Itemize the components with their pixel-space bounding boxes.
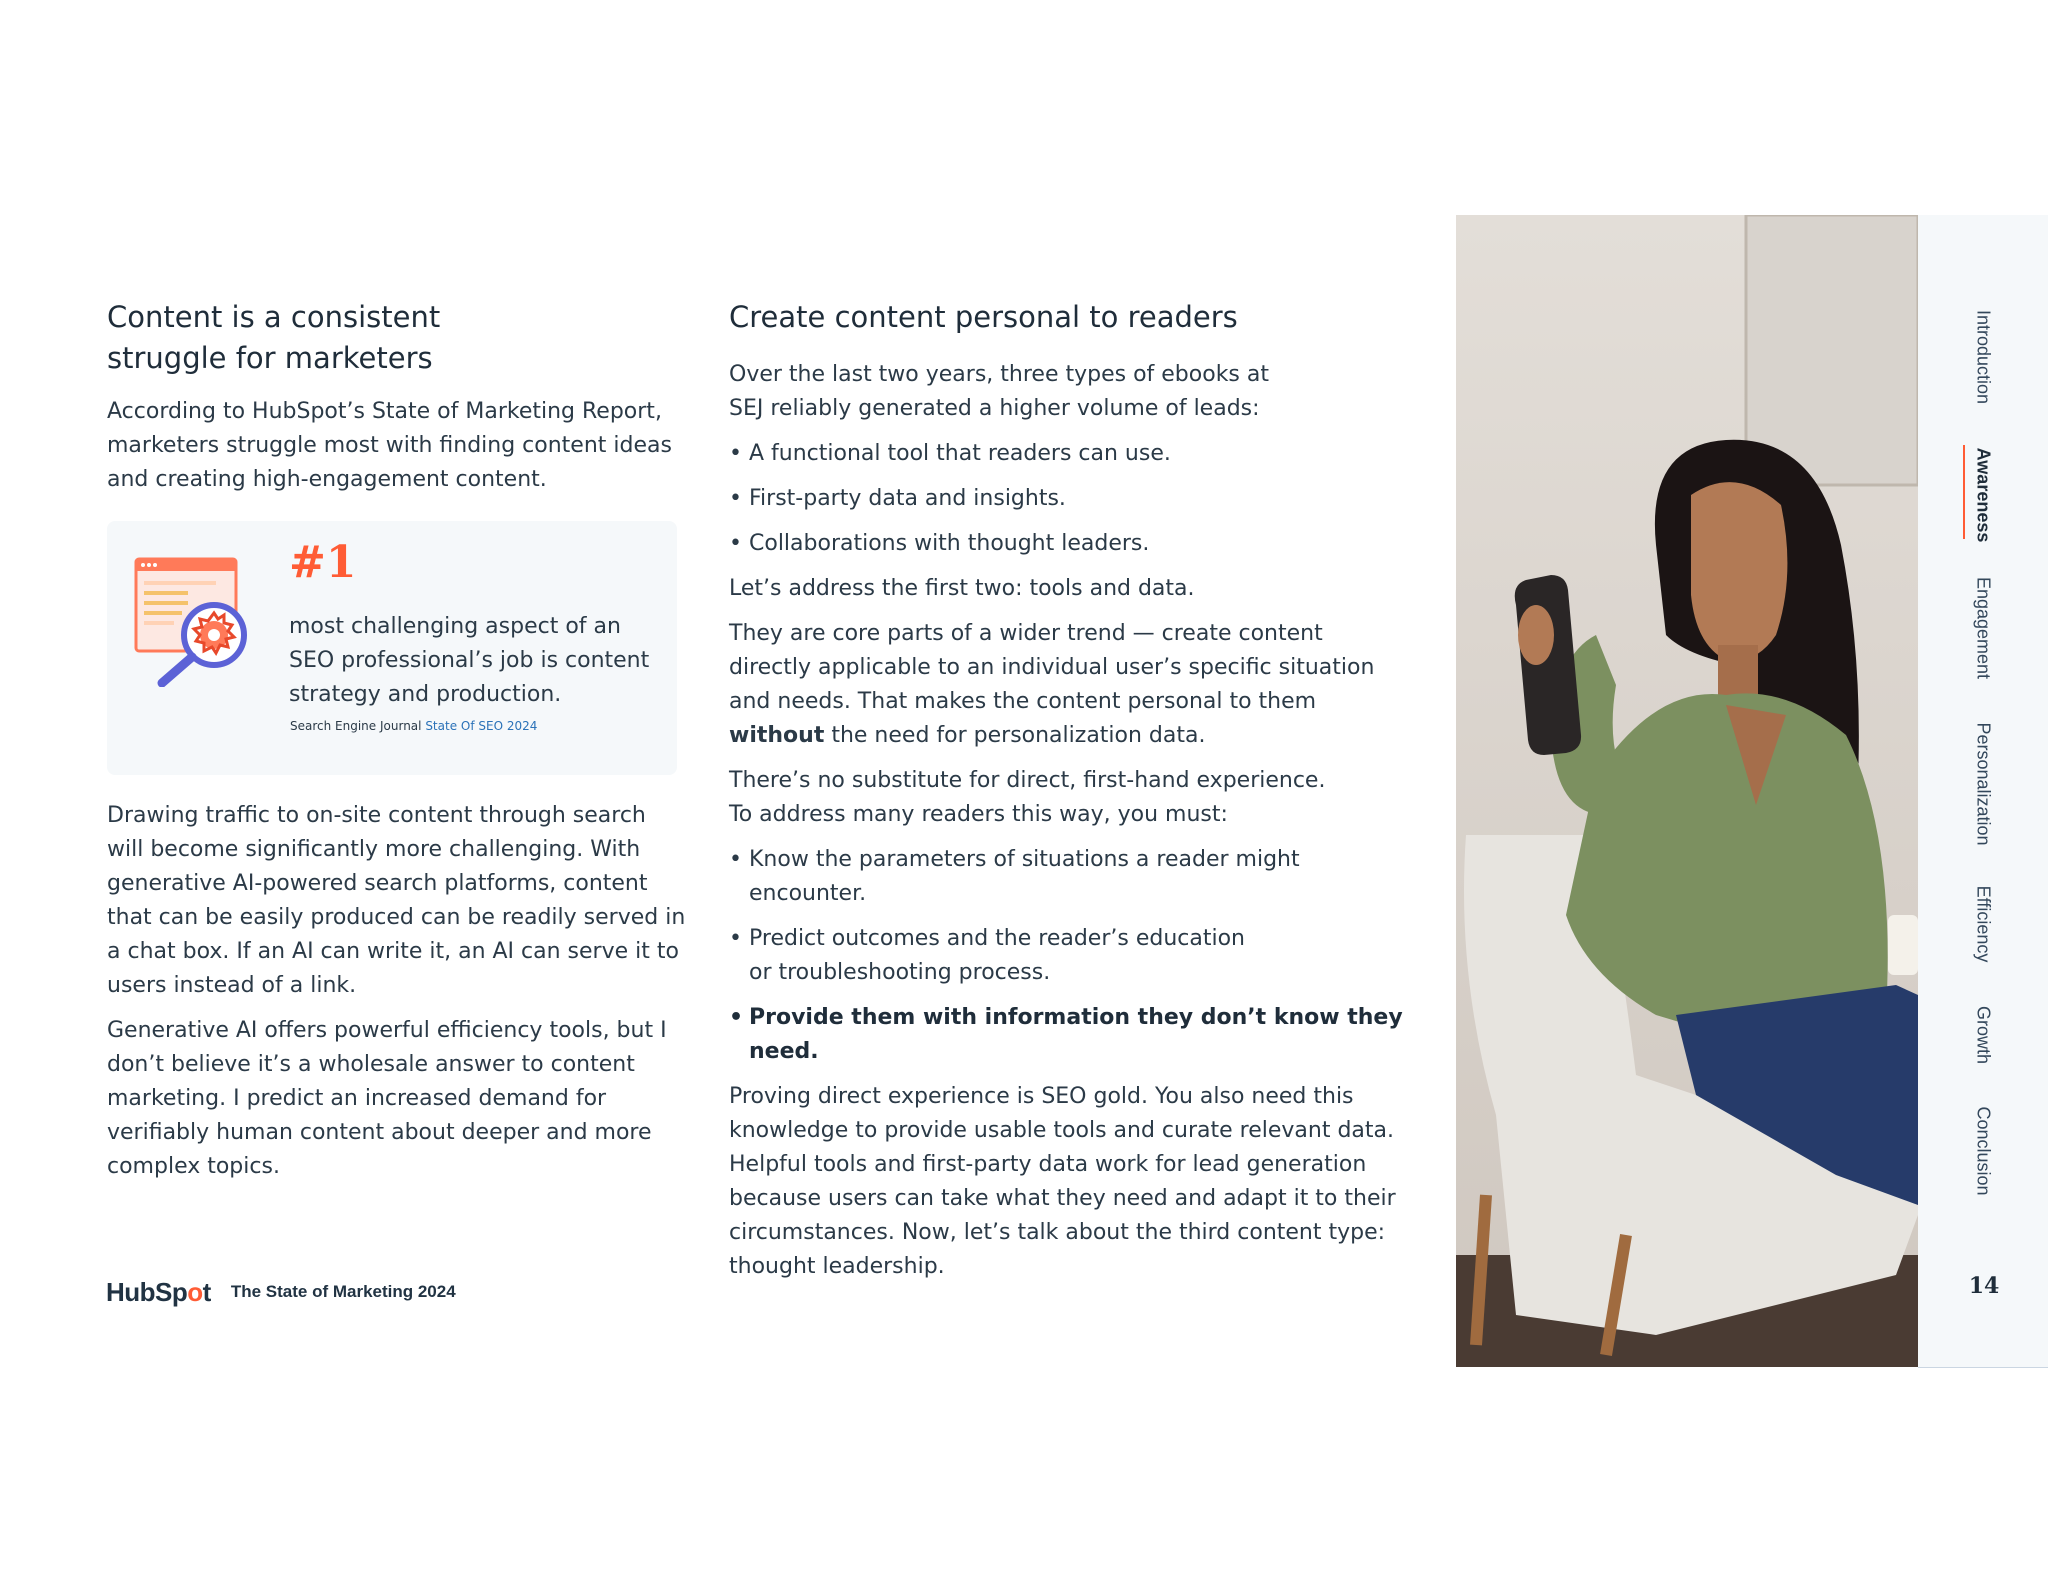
left-heading-line-1: Content is a consistent xyxy=(107,300,441,334)
left-column-lower xyxy=(107,799,687,1184)
list-item-text: First-party data and insights. xyxy=(749,486,1066,511)
left-column xyxy=(107,297,687,497)
right-paragraph-4-line-1: There’s no substitute for direct, first-hand experience. xyxy=(729,768,1326,793)
section-nav xyxy=(1918,215,2048,1368)
right-paragraph-5: Proving direct experience is SEO gold. You also need this knowledge to provide usable tools and curate relevant data. Helpful tools and first-party data work for lead generation because users can take what they need and adapt it to their circumstances. Now, let’s talk about the third content type: thought leadership. xyxy=(729,1084,1396,1279)
list-item-text: Know the parameters of situations a reader might encounter. xyxy=(749,847,1300,906)
list-item: • A functional tool that readers can use. xyxy=(729,437,1419,471)
list-item-text: Collaborations with thought leaders. xyxy=(749,531,1150,556)
photo-illustration xyxy=(1456,215,1918,1367)
nav-item-introduction[interactable]: Introduction xyxy=(1973,309,1994,405)
stat-source-publisher: Search Engine Journal xyxy=(290,719,422,733)
list-item: • First-party data and insights. xyxy=(729,482,1419,516)
list-item-emphasis: • Provide them with information they don’t know they need. xyxy=(729,1001,1419,1069)
nav-item-conclusion[interactable]: Conclusion xyxy=(1973,1106,1994,1196)
page-footer xyxy=(106,1275,456,1309)
left-intro-paragraph: According to HubSpot’s State of Marketing Report, marketers struggle most with finding content ideas and creating high-engagement content. xyxy=(107,399,672,492)
left-heading-line-2: struggle for marketers xyxy=(107,341,433,375)
left-heading xyxy=(107,297,687,379)
right-paragraph-3-start: They are core parts of a wider trend — create content directly applicable to an individual user’s specific situation and needs. That makes the content personal to them xyxy=(729,621,1375,714)
right-paragraph-2: Let’s address the first two: tools and data. xyxy=(729,576,1195,601)
right-paragraph-4 xyxy=(729,764,1419,832)
nav-item-awareness[interactable]: Awareness xyxy=(1973,447,1994,543)
left-paragraph-2: Generative AI offers powerful efficiency tools, but I don’t believe it’s a wholesale answer to content marketing. I predict an increased demand for verifiably human content about deeper and more complex topics. xyxy=(107,1018,667,1179)
nav-item-personalization[interactable]: Personalization xyxy=(1973,722,1994,846)
stat-callout-card xyxy=(107,521,677,775)
list-item: • Predict outcomes and the reader’s education or troubleshooting process. xyxy=(729,922,1419,990)
active-section-indicator xyxy=(1963,445,1965,539)
right-paragraph-4-line-2: To address many readers this way, you must: xyxy=(729,802,1228,827)
list-item-text: Predict outcomes and the reader’s education or troubleshooting process. xyxy=(749,926,1245,985)
nav-item-growth[interactable]: Growth xyxy=(1973,1005,1994,1065)
stat-description: most challenging aspect of an SEO professional’s job is content strategy and production. xyxy=(289,614,650,707)
list-item: • Collaborations with thought leaders. xyxy=(729,527,1419,561)
hubspot-logo: HubSpot xyxy=(106,1276,211,1307)
stat-rank: #1 xyxy=(289,537,357,588)
left-paragraph-1: Drawing traffic to on-site content through search will become significantly more challenging. With generative AI-powered search platforms, content that can be easily produced can be readily served in a chat box. If an AI can write it, an AI can serve it to users instead of a link. xyxy=(107,803,686,998)
stat-source-link[interactable]: State Of SEO 2024 xyxy=(425,719,538,733)
footer-report-title: The State of Marketing 2024 xyxy=(230,1282,456,1301)
page-number: 14 xyxy=(1968,1273,2000,1299)
nav-item-engagement[interactable]: Engagement xyxy=(1973,576,1994,680)
emphasis-without: without xyxy=(729,723,825,748)
nav-item-efficiency[interactable]: Efficiency xyxy=(1973,885,1994,963)
list-item-text: Provide them with information they don’t know they need. xyxy=(749,1005,1403,1064)
list-item-text: A functional tool that readers can use. xyxy=(749,441,1171,466)
right-paragraph-3-end: the need for personalization data. xyxy=(824,723,1206,748)
right-paragraph-3 xyxy=(729,617,1409,753)
list-item: • Know the parameters of situations a reader might encounter. xyxy=(729,843,1419,911)
woman-with-phone-photo xyxy=(1456,215,1918,1367)
right-paragraph-1: Over the last two years, three types of ebooks at SEJ reliably generated a higher volume of leads: xyxy=(729,362,1269,421)
ebook-page xyxy=(0,215,2048,1367)
seo-magnifier-icon xyxy=(134,555,260,687)
right-text-column xyxy=(729,297,1419,1295)
right-heading: Create content personal to readers xyxy=(729,300,1238,334)
stat-source xyxy=(290,719,537,733)
